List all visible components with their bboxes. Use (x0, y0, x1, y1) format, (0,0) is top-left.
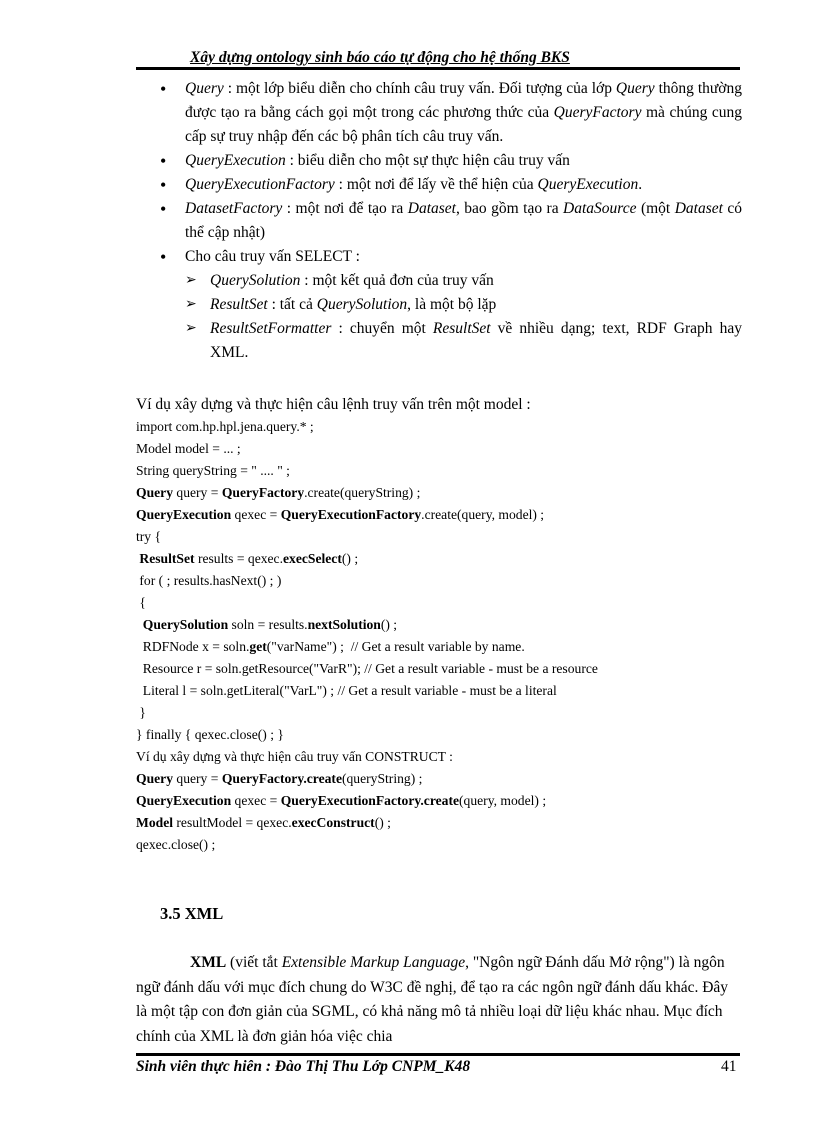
code-line: } finally { qexec.close() ; } (136, 727, 284, 742)
code-line: String queryString = " .... " ; (136, 463, 290, 478)
code-example-block (136, 394, 746, 856)
code-line: for ( ; results.hasNext() ; ) (139, 573, 282, 588)
code-line: { (139, 595, 146, 610)
code-line: Query query = QueryFactory.create(queryString) ; (136, 485, 421, 500)
code-line: ResultSet results = qexec.execSelect() ; (139, 551, 359, 566)
footer-rule (136, 1053, 740, 1056)
code-line: } (139, 705, 146, 720)
header-rule (136, 67, 740, 70)
bullet-list (160, 77, 742, 365)
code-line: try { (136, 529, 162, 544)
sub-item-result-set-formatter: ➢ ResultSetFormatter : chuyển một ResultSet về nhiều dạng; text, RDF Graph hay XML. (185, 317, 742, 365)
section-heading: 3.5 XML (160, 904, 224, 923)
construct-example-intro: Ví dụ xây dựng và thực hiện câu truy vấn CONSTRUCT : (136, 749, 453, 764)
code-line: Model model = ... ; (136, 441, 241, 456)
code-line: QuerySolution soln = results.nextSolution() ; (142, 617, 398, 632)
code-line: RDFNode x = soln.get("varName") ; // Get a result variable by name. (142, 639, 525, 654)
code-line: QueryExecution qexec = QueryExecutionFactory.create(query, model) ; (136, 793, 547, 808)
bullet-select: • Cho câu truy vấn SELECT : ➢ QuerySolution : một kết quả đơn của truy vấn ➢ ResultSet : tất cả QuerySolution, là một bộ lặp ➢ ResultSetFormatter : chuyển một ResultSet về nhiều dạng; text, RDF Graph hay XML. (160, 245, 742, 365)
code-line: import com.hp.hpl.jena.query.* ; (136, 419, 314, 434)
bullet-query-execution: • QueryExecution : biểu diễn cho một sự thực hiện câu truy vấn (160, 149, 742, 173)
xml-paragraph: XML (viết tắt Extensible Markup Language, "Ngôn ngữ Đánh dấu Mở rộng") là ngôn ngữ đánh dấu với mục đích chung do W3C đề nghị, để tạo ra các ngôn ngữ đánh dấu khác. Đây là một tập con đơn giản của SGML, có khả năng mô tả nhiều loại dữ liệu khác nhau. Mục đích chính của XML là đơn giản hóa việc chia (136, 954, 729, 1045)
sub-item-result-set: ➢ ResultSet : tất cả QuerySolution, là một bộ lặp (185, 293, 742, 317)
footer-author: Sinh viên thực hiên : Đào Thị Thu Lớp CNPM_K48 (136, 1058, 471, 1075)
term-query: Query (185, 80, 224, 97)
code-line: Resource r = soln.getResource("VarR"); // Get a result variable - must be a resource (142, 661, 598, 676)
select-sub-list (185, 269, 742, 365)
sub-item-query-solution: ➢ QuerySolution : một kết quả đơn của truy vấn (185, 269, 742, 293)
code-line: QueryExecution qexec = QueryExecutionFactory.create(query, model) ; (136, 507, 545, 522)
bullet-query: • Query : một lớp biểu diễn cho chính câu truy vấn. Đối tượng của lớp Query thông thường được tạo ra bằng cách gọi một trong các phương thức của QueryFactory mà chúng cung cấp sự truy nhập đến các bộ phân tích câu truy vấn. (160, 77, 742, 149)
term-xml: XML (190, 954, 227, 971)
page-number: 41 (721, 1058, 737, 1075)
bullet-query-execution-factory: • QueryExecutionFactory : một nơi để lấy về thể hiện của QueryExecution. (160, 173, 742, 197)
page-header-title: Xây dựng ontology sinh báo cáo tự động cho hệ thống BKS (190, 49, 570, 66)
code-line: Literal l = soln.getLiteral("VarL") ; // Get a result variable - must be a literal (142, 683, 557, 698)
code-line: qexec.close() ; (136, 837, 216, 852)
bullet-dataset-factory: • DatasetFactory : một nơi để tạo ra Dataset, bao gồm tạo ra DataSource (một Dataset có thể cập nhật) (160, 197, 742, 245)
select-example-intro: Ví dụ xây dựng và thực hiện câu lệnh truy vấn trên một model : (136, 396, 531, 413)
code-line: Query query = QueryFactory.create(queryString) ; (136, 771, 423, 786)
code-line: Model resultModel = qexec.execConstruct() ; (136, 815, 391, 830)
